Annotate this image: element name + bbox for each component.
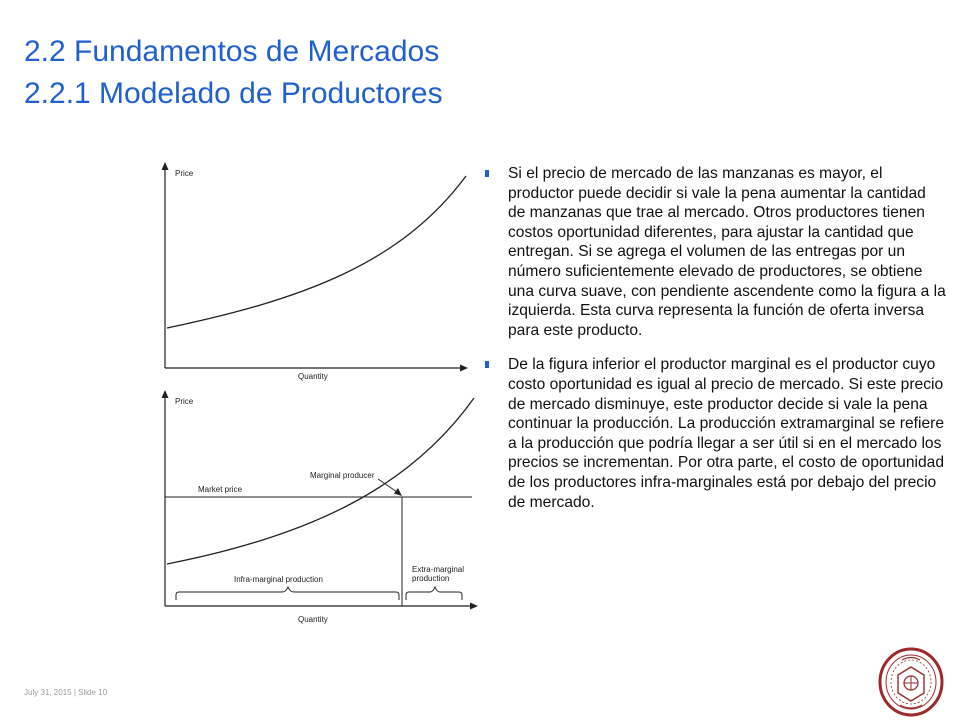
slide-subtitle: 2.2.1 Modelado de Productores [24, 77, 443, 110]
x-axis-label: Quantity [298, 372, 328, 381]
supply-curve-figure [150, 160, 470, 385]
bullet-item [480, 355, 946, 512]
marginal-producer-figure [150, 388, 480, 628]
extra-marginal-label-line2: production [412, 574, 450, 583]
supply-curve [167, 176, 466, 328]
bullet-marker-icon [485, 361, 489, 368]
extra-marginal-brace [406, 587, 462, 600]
university-seal-icon [878, 645, 944, 717]
x-axis-label: Quantity [298, 615, 328, 624]
bullet-item [480, 164, 946, 340]
y-axis-arrow [162, 162, 169, 170]
bullet-list [480, 164, 946, 512]
y-axis-label: Price [175, 169, 194, 178]
supply-curve [167, 398, 474, 564]
bullet-text: De la figura inferior el productor marginal es el productor cuyo costo oportunidad es igual al precio de mercado. Si este precio de mercado disminuye, este productor decide si vale la pena continuar la producción. La producción extramarginal se refiere a la producción que podría llegar a ser útil si en el mercado los precios se incrementan. Por otra parte, el costo de oportunidad de los productores infra-marginales está por debajo del precio de mercado. [508, 356, 945, 511]
infra-marginal-brace [176, 587, 399, 600]
slide-title: 2.2 Fundamentos de Mercados [24, 35, 440, 68]
slide-footer: July 31, 2015 | Slide 10 [24, 688, 108, 697]
infra-marginal-label: Infra-marginal production [234, 575, 323, 584]
bullet-marker-icon [485, 170, 489, 177]
x-axis-arrow [470, 603, 478, 610]
y-axis-label: Price [175, 397, 194, 406]
x-axis-arrow [460, 365, 468, 372]
market-price-label: Market price [198, 485, 243, 494]
y-axis-arrow [162, 390, 169, 398]
marginal-producer-label: Marginal producer [310, 471, 375, 480]
bullet-text: Si el precio de mercado de las manzanas es mayor, el productor puede decidir si vale la pena aumentar la cantidad de manzanas que trae al mercado. Otros productores tienen costos oportunidad diferentes, para ajustar la cantidad que entregan. Si se agrega el volumen de las entregas por un número suficientemente elevado de productores, se obtiene una curva suave, con pendiente ascendente como la figura a la izquierda. Esta curva representa la función de oferta inversa para este producto. [508, 165, 946, 339]
extra-marginal-label-line1: Extra-marginal [412, 565, 465, 574]
pointer-arrowhead [394, 488, 402, 496]
